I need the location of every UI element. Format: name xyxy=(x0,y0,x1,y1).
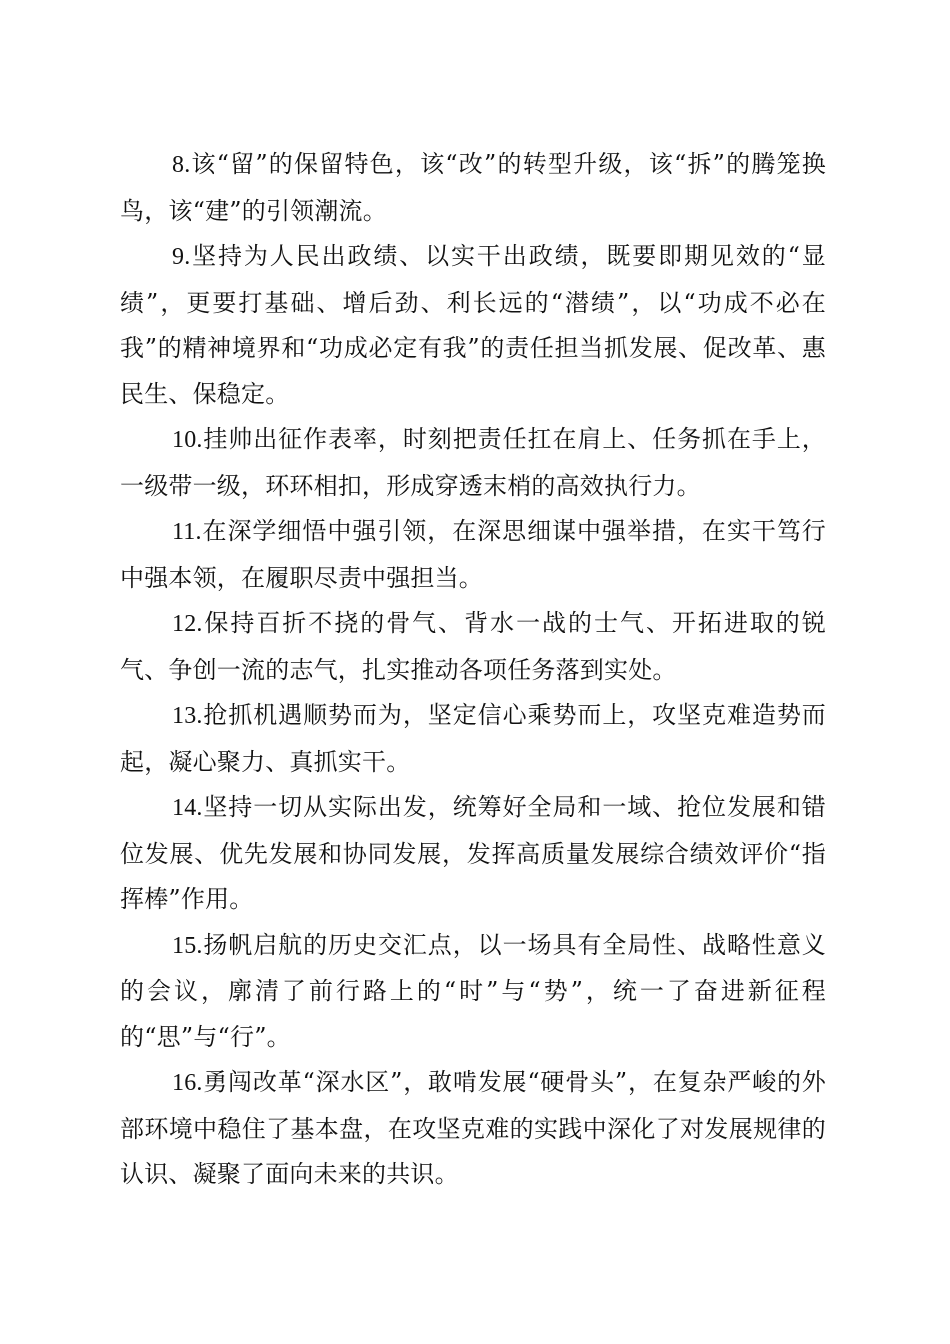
paragraph-8 xyxy=(120,142,826,234)
paragraph-number: 14. xyxy=(172,795,203,821)
paragraph-text: 坚持为人民出政绩、以实干出政绩，既要即期见效的“显绩”，更要打基础、增后劲、利长远的“潜绩”，以“功成不必在我”的精神境界和“功成必定有我”的责任担当抓发展、促改革、惠民生、保稳定。 xyxy=(120,242,826,408)
paragraph-12 xyxy=(120,601,826,693)
paragraph-text: 保持百折不挠的骨气、背水一战的士气、开拓进取的锐气、争创一流的志气，扎实推动各项任务落到实处。 xyxy=(120,609,826,684)
paragraph-number: 13. xyxy=(172,703,203,729)
paragraph-9 xyxy=(120,234,826,417)
paragraph-number: 8. xyxy=(172,152,191,178)
paragraph-13 xyxy=(120,693,826,785)
paragraph-number: 16. xyxy=(172,1070,203,1096)
paragraph-number: 12. xyxy=(172,611,203,637)
paragraph-text: 在深学细悟中强引领，在深思细谋中强举措，在实干笃行中强本领，在履职尽责中强担当。 xyxy=(120,517,826,592)
paragraph-16 xyxy=(120,1060,826,1198)
paragraph-text: 挂帅出征作表率，时刻把责任扛在肩上、任务抓在手上，一级带一级，环环相扣，形成穿透末梢的高效执行力。 xyxy=(120,425,826,500)
paragraph-text: 坚持一切从实际出发，统筹好全局和一域、抢位发展和错位发展、优先发展和协同发展，发挥高质量发展综合绩效评价“指挥棒”作用。 xyxy=(120,793,826,913)
document-body xyxy=(120,142,826,1198)
paragraph-text: 抢抓机遇顺势而为，坚定信心乘势而上，攻坚克难造势而起，凝心聚力、真抓实干。 xyxy=(120,701,826,776)
paragraph-text: 扬帆启航的历史交汇点，以一场具有全局性、战略性意义的会议，廓清了前行路上的“时”与“势”，统一了奋进新征程的“思”与“行”。 xyxy=(120,930,826,1051)
paragraph-text: 该“留”的保留特色，该“改”的转型升级，该“拆”的腾笼换鸟，该“建”的引领潮流。 xyxy=(120,150,826,225)
paragraph-text: 勇闯改革“深水区”，敢啃发展“硬骨头”，在复杂严峻的外部环境中稳住了基本盘，在攻坚克难的实践中深化了对发展规律的认识、凝聚了面向未来的共识。 xyxy=(120,1068,826,1188)
paragraph-15 xyxy=(120,923,826,1061)
paragraph-10 xyxy=(120,417,826,509)
paragraph-number: 10. xyxy=(172,427,203,453)
paragraph-14 xyxy=(120,785,826,923)
paragraph-number: 11. xyxy=(172,519,202,545)
paragraph-11 xyxy=(120,509,826,601)
paragraph-number: 15. xyxy=(172,932,203,959)
paragraph-number: 9. xyxy=(172,244,191,270)
